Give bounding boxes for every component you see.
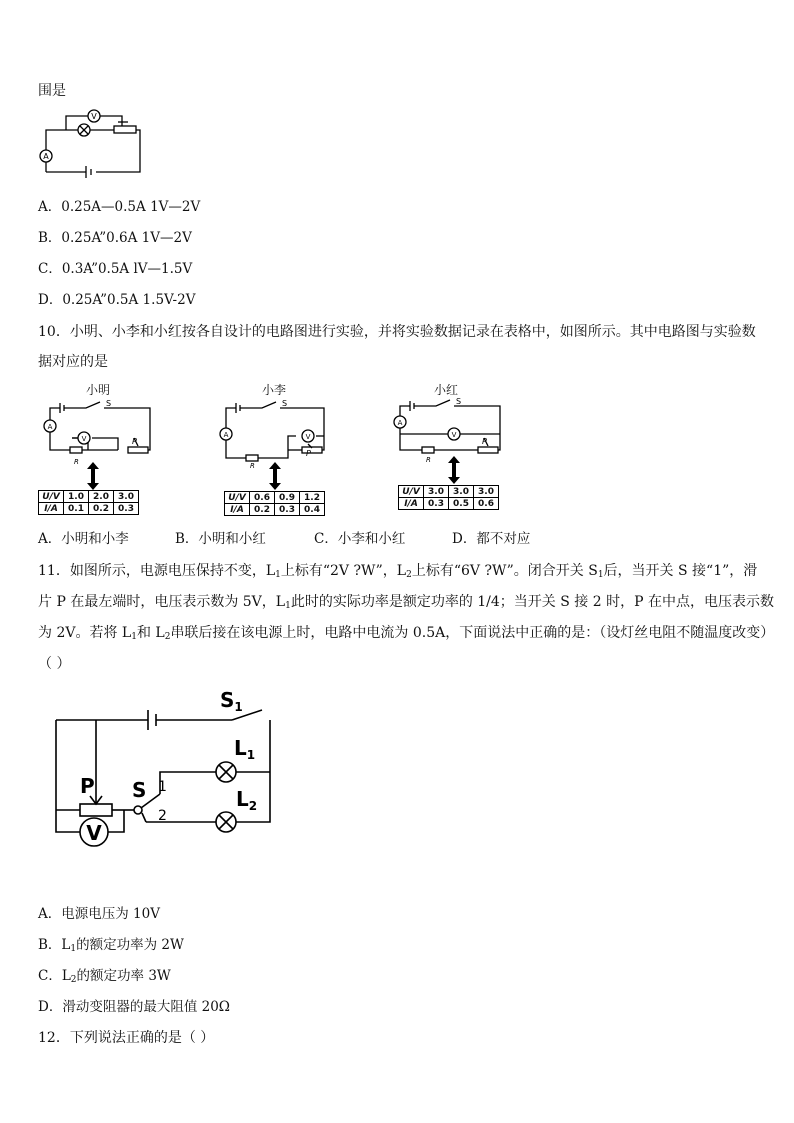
slider-label: P: [482, 437, 487, 446]
q11-stem-line1: 11．如图所示，电源电压保持不变，$L_1$上标有“2V ?W”，$L_2$上标有“6V ?W”。闭合开关 $S_1$后，当开关 S 接“1”，滑: [38, 563, 758, 580]
slider-label: P: [306, 449, 311, 458]
circuit-1-diagram: [38, 398, 168, 468]
q11-option-b: B．$L_1$的额定功率为 2W: [38, 937, 184, 954]
q10-option-d: D．都不对应: [452, 531, 531, 547]
q9-option-b: B．0.25A”0.6A 1V—2V: [38, 230, 192, 246]
resistor-label: R: [74, 458, 79, 466]
resistor-label: R: [426, 456, 431, 464]
slider-p-label: P: [80, 774, 95, 798]
circuit-2-table: [224, 491, 325, 516]
q11-stem-line3: 为 2V。若将 $L_1$和 $L_2$串联后接在该电源上时，电路中电流为 0.5A，下面说法中正确的是：（设灯丝电阻不随温度改变）: [38, 625, 775, 642]
voltmeter-label: V: [81, 435, 87, 443]
switch-position-2: 2: [158, 808, 167, 824]
ammeter-label: A: [47, 423, 53, 431]
circuit-3-arrow: [447, 456, 461, 484]
switch-position-1: 1: [158, 779, 167, 795]
voltmeter-label: V: [305, 433, 311, 441]
q9-option-d: D．0.25A”0.5A 1.5V-2V: [38, 292, 196, 308]
switch-label: S: [282, 399, 288, 408]
q11-stem-line4: （ ）: [38, 656, 71, 672]
circuit-1-arrow: [86, 462, 100, 490]
q11-circuit-diagram: [40, 680, 290, 855]
table-row: I/A 0.3 0.5 0.6: [399, 498, 499, 510]
q11-stem-line2: 片 P 在最左端时，电压表示数为 5V，$L_1$此时的实际功率是额定功率的 1/4；当开关 S 接 2 时，P 在中点，电压表示数: [38, 594, 774, 611]
circuit-2-name: 小李: [262, 383, 287, 397]
q10-option-b: B．小明和小红: [175, 531, 266, 547]
switch-label: S: [106, 399, 112, 408]
q10-stem-line2: 据对应的是: [38, 354, 108, 370]
ammeter-label: A: [397, 419, 403, 427]
voltmeter-label: V: [86, 821, 102, 845]
circuit-3-table: [398, 485, 499, 510]
voltmeter-label: V: [91, 112, 97, 121]
circuit-3-diagram: [386, 398, 516, 464]
ammeter-label: A: [43, 152, 49, 161]
lamp-l2-label: $L_2$: [236, 787, 258, 813]
slider-label: P: [132, 437, 137, 446]
q10-option-a: A．小明和小李: [38, 531, 129, 547]
table-row: U/V 3.0 3.0 3.0: [399, 486, 499, 498]
q9-option-c: C．0.3A”0.5A lV—1.5V: [38, 261, 193, 277]
q11-option-a: A．电源电压为 10V: [38, 906, 160, 922]
lamp-l1-label: $L_1$: [234, 736, 256, 762]
circuit-3-name: 小红: [434, 383, 459, 397]
circuit-1-name: 小明: [86, 383, 111, 397]
table-row: I/A 0.1 0.2 0.3: [39, 503, 139, 515]
q9-stem-tail: 围是: [38, 83, 66, 99]
table-row: U/V 0.6 0.9 1.2: [225, 492, 325, 504]
ammeter-label: A: [223, 431, 229, 439]
q10-stem-line1: 10．小明、小李和小红按各自设计的电路图进行实验，并将实验数据记录在表格中，如图所示。其中电路图与实验数: [38, 324, 756, 340]
q10-option-c: C．小李和小红: [314, 531, 406, 547]
switch-label: S: [456, 397, 462, 406]
q12-stem: 12．下列说法正确的是（ ）: [38, 1030, 215, 1046]
circuit-1-table: [38, 490, 139, 515]
table-row: U/V 1.0 2.0 3.0: [39, 491, 139, 503]
resistor-label: R: [250, 462, 255, 470]
switch-s-label: S: [132, 778, 147, 802]
q11-option-c: C．$L_2$的额定功率 3W: [38, 968, 171, 985]
circuit-2-arrow: [268, 462, 282, 490]
voltmeter-label: V: [451, 431, 457, 439]
circuit-2-diagram: [212, 398, 342, 468]
q9-circuit-diagram: [36, 108, 156, 180]
q9-option-a: A．0.25A—0.5A 1V—2V: [38, 199, 201, 215]
switch-s1-label: $S_1$: [220, 688, 243, 714]
table-row: I/A 0.2 0.3 0.4: [225, 504, 325, 516]
q11-option-d: D．滑动变阻器的最大阻值 20Ω: [38, 999, 230, 1015]
